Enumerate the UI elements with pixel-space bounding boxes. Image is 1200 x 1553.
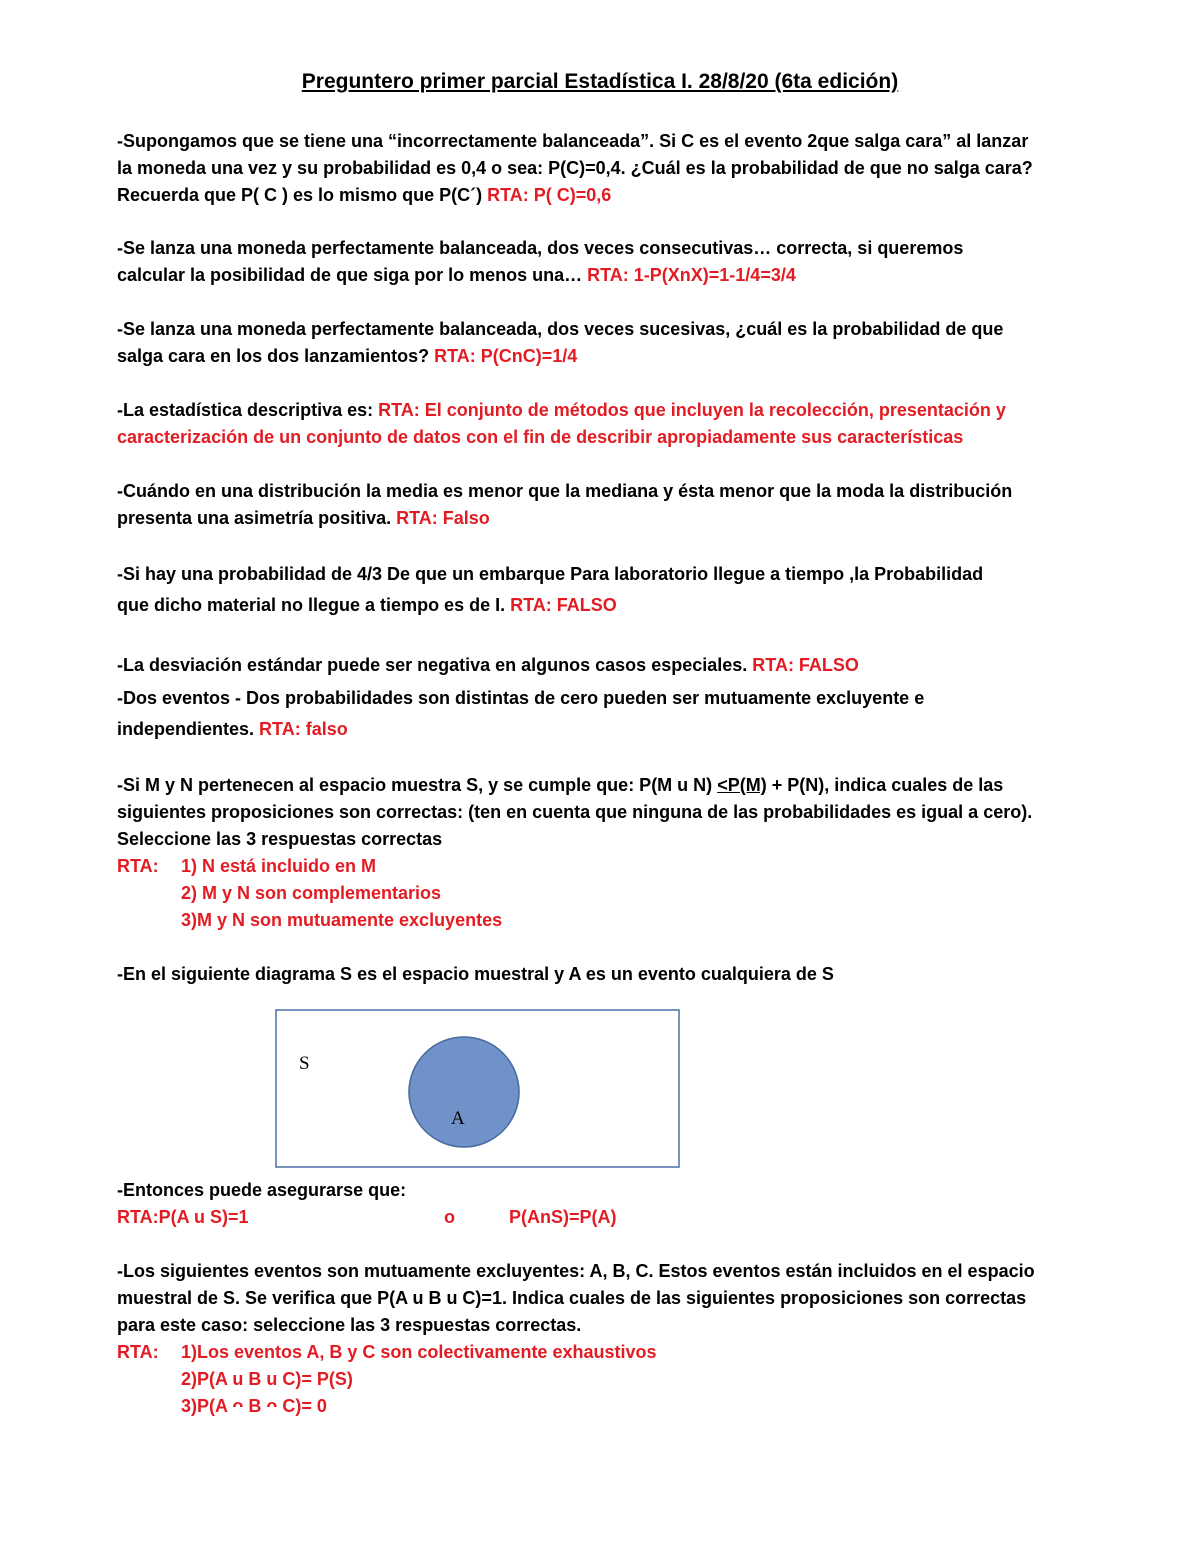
question-text: -Se lanza una moneda perfectamente balanceada, dos veces sucesivas, ¿cuál es la probabilidad de que (117, 319, 1004, 339)
question-text: muestral de S. Se verifica que P(A u B u C)=1. Indica cuales de las siguientes proposiciones son correctas (117, 1288, 1027, 1308)
sample-space-label: S (299, 1053, 310, 1074)
question-text: presenta una asimetría positiva. (117, 508, 392, 528)
question-8 (117, 683, 1092, 745)
answer-text: RTA: Falso (396, 508, 490, 528)
question-10 (117, 961, 1092, 988)
answer-text: caracterización de un conjunto de datos con el fin de describir apropiadamente sus características (117, 427, 964, 447)
rta-label: RTA: (117, 856, 159, 876)
question-text: la moneda una vez y su probabilidad es 0,4 o sea: P(C)=0,4. ¿Cuál es la probabilidad de que no salga cara? (117, 158, 1033, 178)
question-text: calcular la posibilidad de que siga por lo menos una… (117, 265, 583, 285)
answer-text: RTA: P( C)=0,6 (487, 185, 612, 205)
venn-diagram (275, 1009, 681, 1169)
answer-text: 3)M y N son mutuamente excluyentes (181, 910, 503, 930)
answer-text: 2) M y N son complementarios (181, 883, 442, 903)
question-9 (117, 772, 1092, 934)
question-text: -Si M y N pertenecen al espacio muestra S, y se cumple que: P(M u N) (117, 775, 713, 795)
answer-text: o (444, 1207, 455, 1227)
question-2 (117, 235, 1092, 289)
question-text: -En el siguiente diagrama S es el espacio muestral y A es un evento cualquiera de S (117, 964, 834, 984)
question-text: salga cara en los dos lanzamientos? (117, 346, 430, 366)
question-7 (117, 652, 1092, 679)
question-text: -Cuándo en una distribución la media es menor que la mediana y ésta menor que la moda la distribución (117, 481, 1013, 501)
answer-text: RTA: P(CnC)=1/4 (434, 346, 578, 366)
question-text: -Dos eventos - Dos probabilidades son distintas de cero pueden ser mutuamente excluyente e (117, 688, 925, 708)
question-text: -Entonces puede asegurarse que: (117, 1180, 407, 1200)
answer-text: P(AnS)=P(A) (509, 1207, 617, 1227)
question-text: Seleccione las 3 respuestas correctas (117, 829, 443, 849)
answer-text: RTA: El conjunto de métodos que incluyen la recolección, presentación y (378, 400, 1006, 420)
answer-text: RTA: FALSO (510, 595, 617, 615)
answer-text: RTA: FALSO (752, 655, 859, 675)
question-text: + P(N), indica cuales de las (766, 775, 1004, 795)
event-a-circle (409, 1037, 519, 1147)
question-text: -Se lanza una moneda perfectamente balanceada, dos veces consecutivas… correcta, si queremos (117, 238, 964, 258)
question-text: independientes. (117, 719, 255, 739)
answer-text: RTA: 1-P(XnX)=1-1/4=3/4 (587, 265, 796, 285)
question-4 (117, 397, 1092, 451)
question-text: Recuerda que P( C ) es lo mismo que P(C´) (117, 185, 483, 205)
question-10-followup (117, 1177, 1092, 1204)
question-text: para este caso: seleccione las 3 respuestas correctas. (117, 1315, 582, 1335)
question-text: -Supongamos que se tiene una “incorrectamente balanceada”. Si C es el evento 2que salga cara” al lanzar (117, 131, 1029, 151)
answer-text: 1) N está incluido en M (181, 856, 377, 876)
rta-label: RTA: (117, 1342, 159, 1362)
answer-text: RTA: falso (259, 719, 348, 739)
question-5 (117, 478, 1092, 532)
answer-text: RTA:P(A u S)=1 (117, 1207, 249, 1227)
question-text: que dicho material no llegue a tiempo es de I. (117, 595, 506, 615)
question-text: -La desviación estándar puede ser negativa en algunos casos especiales. (117, 655, 748, 675)
question-6 (117, 559, 1092, 621)
question-11 (117, 1258, 1092, 1420)
event-a-label: A (451, 1108, 465, 1129)
answer-text: 1)Los eventos A, B y C son colectivamente exhaustivos (181, 1342, 657, 1362)
question-text: -Los siguientes eventos son mutuamente excluyentes: A, B, C. Estos eventos están incluidos en el espacio (117, 1261, 1035, 1281)
question-text: siguientes proposiciones son correctas: (ten en cuenta que ninguna de las probabilidades es igual a cero). (117, 802, 1033, 822)
question-text: -La estadística descriptiva es: (117, 400, 374, 420)
question-1 (117, 128, 1092, 209)
question-text: <P(M) (717, 775, 767, 795)
answer-text: 2)P(A u B u C)= P(S) (181, 1369, 353, 1389)
question-text: -Si hay una probabilidad de 4/3 De que un embarque Para laboratorio llegue a tiempo ,la Probabilidad (117, 564, 984, 584)
page-title: Preguntero primer parcial Estadística I. 28/8/20 (6ta edición) (301, 70, 899, 93)
answer-text: 3)P(A ᴖ B ᴖ C)= 0 (181, 1396, 327, 1416)
question-3 (117, 316, 1092, 370)
